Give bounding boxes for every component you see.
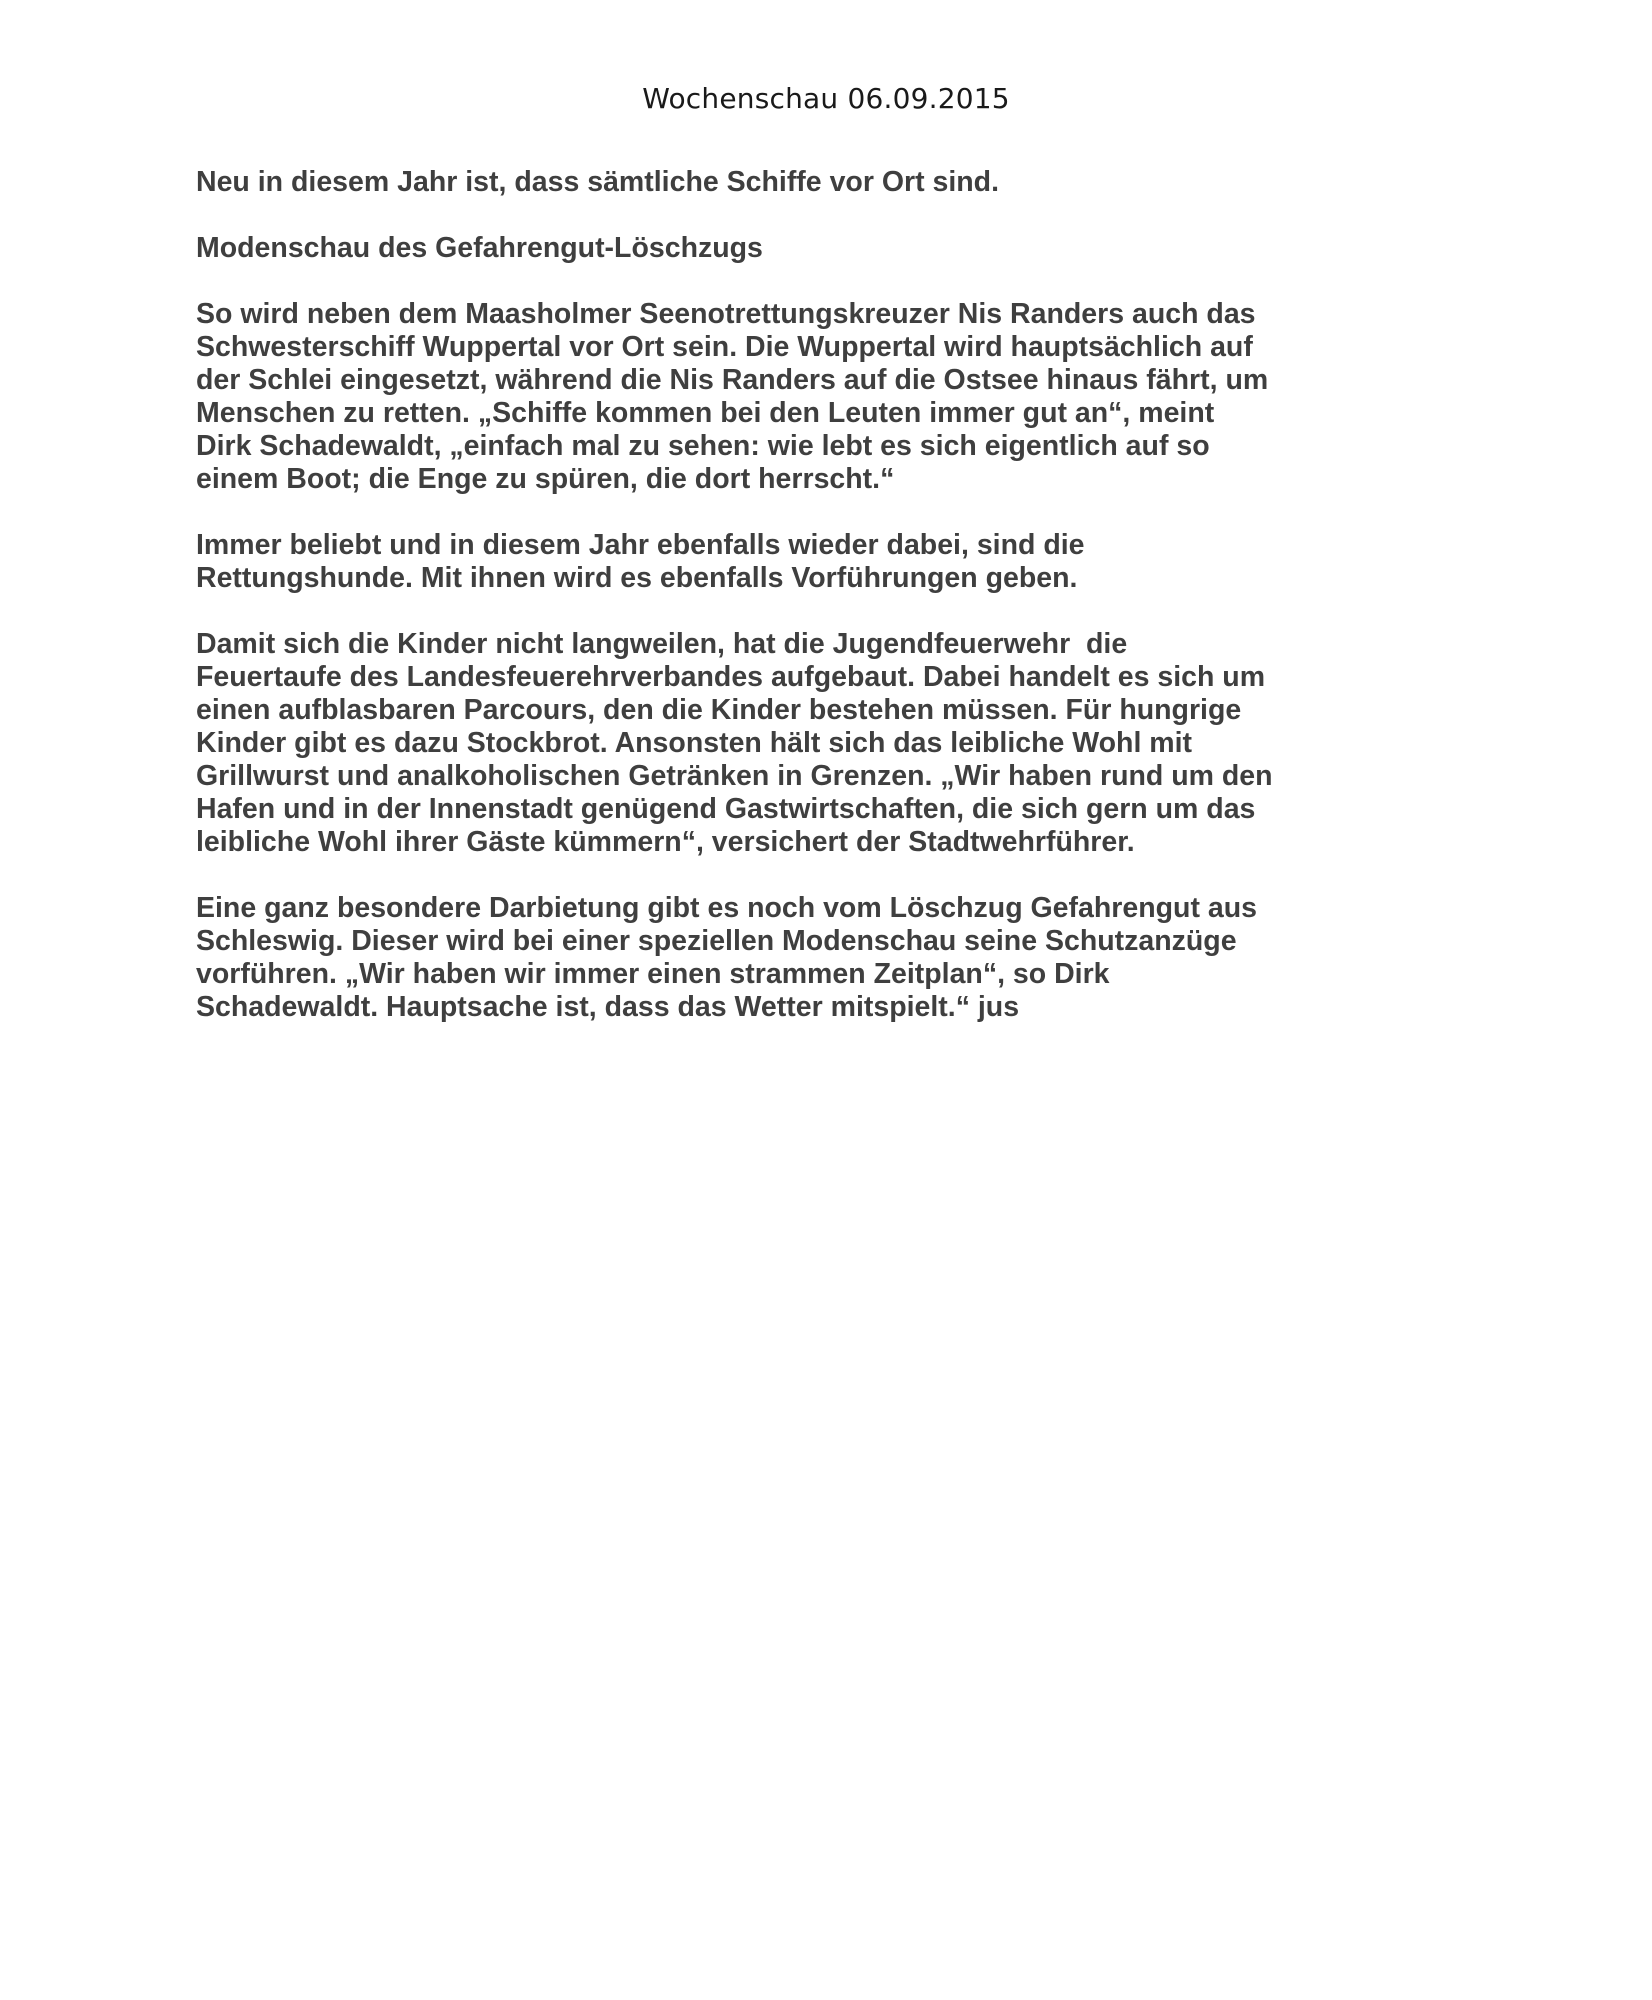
text-line: Menschen zu retten. „Schiffe kommen bei den Leuten immer gut an“, meint bbox=[196, 397, 1215, 429]
text-line: Rettungshunde. Mit ihnen wird es ebenfalls Vorführungen geben. bbox=[196, 562, 1078, 594]
paragraph-ships bbox=[196, 298, 1496, 496]
paragraph-children bbox=[196, 628, 1496, 859]
text-line: Hafen und in der Innenstadt genügend Gastwirtschaften, die sich gern um das bbox=[196, 793, 1256, 825]
text-line: Immer beliebt und in diesem Jahr ebenfalls wieder dabei, sind die bbox=[196, 529, 1085, 561]
text-line: leibliche Wohl ihrer Gäste kümmern“, versichert der Stadtwehrführer. bbox=[196, 826, 1135, 858]
paragraph-fashion-show bbox=[196, 892, 1496, 1024]
text-line: Schleswig. Dieser wird bei einer speziellen Modenschau seine Schutzanzüge bbox=[196, 925, 1237, 957]
text-line: einem Boot; die Enge zu spüren, die dort herrscht.“ bbox=[196, 463, 895, 495]
text-line: Modenschau des Gefahrengut-Löschzugs bbox=[196, 232, 763, 264]
text-line: Kinder gibt es dazu Stockbrot. Ansonsten hält sich das leibliche Wohl mit bbox=[196, 727, 1193, 759]
paragraph-intro bbox=[196, 166, 1496, 199]
text-line: Eine ganz besondere Darbietung gibt es noch vom Löschzug Gefahrengut aus bbox=[196, 892, 1257, 924]
text-line: Dirk Schadewaldt, „einfach mal zu sehen: wie lebt es sich eigentlich auf so bbox=[196, 430, 1210, 462]
text-line: Grillwurst und analkoholischen Getränken in Grenzen. „Wir haben rund um den bbox=[196, 760, 1273, 792]
text-line: einen aufblasbaren Parcours, den die Kinder bestehen müssen. Für hungrige bbox=[196, 694, 1242, 726]
page-title: Wochenschau 06.09.2015 bbox=[642, 82, 1010, 115]
article-body bbox=[196, 166, 1496, 1057]
text-line: Damit sich die Kinder nicht langweilen, hat die Jugendfeuerwehr die bbox=[196, 628, 1128, 660]
text-line: Schadewaldt. Hauptsache ist, dass das Wetter mitspielt.“ jus bbox=[196, 991, 1020, 1023]
text-line: der Schlei eingesetzt, während die Nis Randers auf die Ostsee hinaus fährt, um bbox=[196, 364, 1269, 396]
text-line: Neu in diesem Jahr ist, dass sämtliche Schiffe vor Ort sind. bbox=[196, 166, 1000, 198]
text-line: Schwesterschiff Wuppertal vor Ort sein. Die Wuppertal wird hauptsächlich auf bbox=[196, 331, 1253, 363]
text-line: Feuertaufe des Landesfeuerehrverbandes aufgebaut. Dabei handelt es sich um bbox=[196, 661, 1266, 693]
paragraph-rescue-dogs bbox=[196, 529, 1496, 595]
paragraph-subheading bbox=[196, 232, 1496, 265]
text-line: vorführen. „Wir haben wir immer einen strammen Zeitplan“, so Dirk bbox=[196, 958, 1110, 990]
text-line: So wird neben dem Maasholmer Seenotrettungskreuzer Nis Randers auch das bbox=[196, 298, 1256, 330]
